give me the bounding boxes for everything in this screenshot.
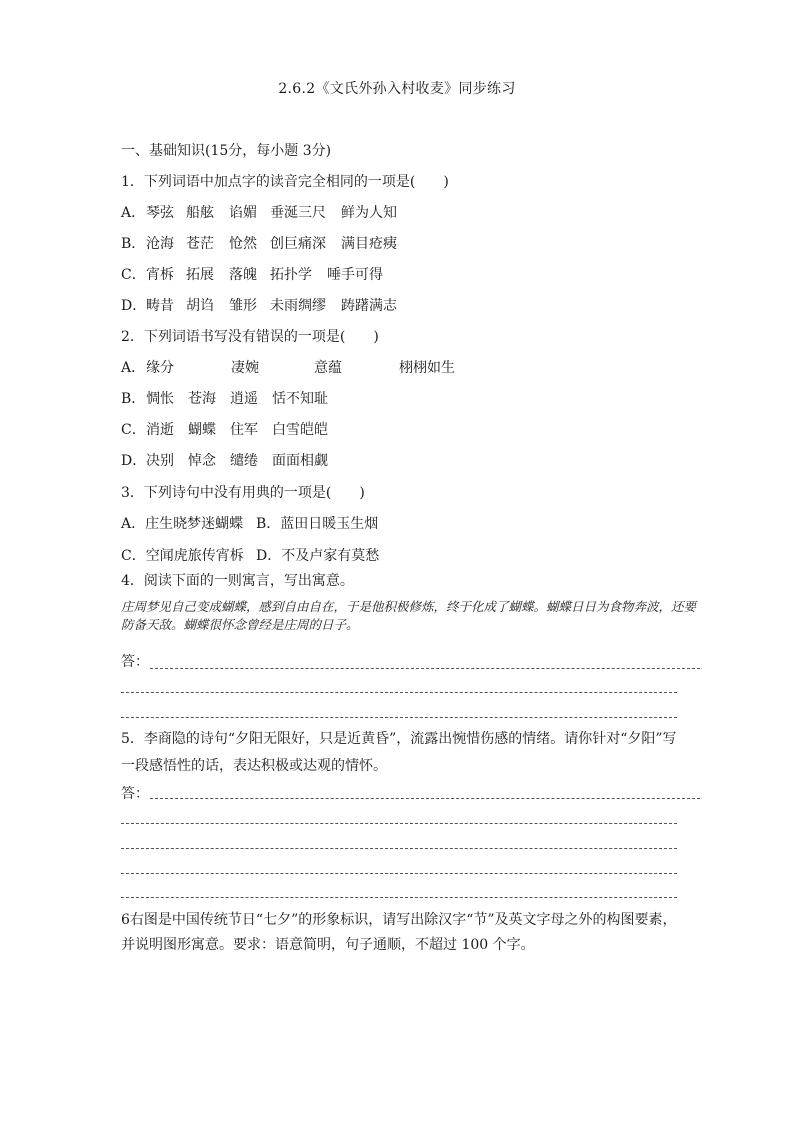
option-word: 畴昔 [146,298,174,314]
option-word: 未雨绸缪 [270,298,326,314]
option-label: C． [121,267,146,283]
option-label: A． [121,360,146,376]
option-label: D． [121,298,147,314]
option-label: D． [121,453,147,469]
question-2-stem: 2．下列词语书写没有错误的一项是( ) [121,329,379,345]
question-6-line-2: 并说明图形寓意。要求：语意简明，句子通顺，不超过 100 个字。 [121,937,535,953]
section-heading: 一、基础知识(15分，每小题 3分) [121,143,332,159]
answer-line[interactable] [121,897,677,898]
option-word: 垂涎三尺 [270,205,326,221]
answer-label: 答： [121,786,149,802]
option-word: 缘分 [146,360,174,376]
option-word: 鲜为人知 [341,205,397,221]
option-word: 消逝 [146,422,174,438]
option-word: 凄婉 [231,360,259,376]
option-word: 恬不知耻 [272,391,328,407]
option-word: 胡诌 [186,298,214,314]
q3-option-c[interactable]: C．空闻虎旅传宵柝 [121,548,244,564]
page-title: 2.6.2《文氏外孙入村收麦》同步练习 [278,81,516,97]
option-word: 住军 [230,422,258,438]
option-word: 琴弦 [146,205,174,221]
option-label: C． [121,422,146,438]
option-label: B． [121,236,146,252]
option-word: 怆然 [229,236,257,252]
answer-line[interactable] [121,717,677,718]
option-label: B． [121,391,146,407]
q3-option-b[interactable]: B．蓝田日暖玉生烟 [256,516,379,532]
option-word: 苍海 [188,391,216,407]
question-4-stem: 4．阅读下面的一则寓言，写出寓意。 [121,573,354,589]
q3-option-a[interactable]: A．庄生晓梦迷蝴蝶 [121,516,244,532]
option-word: 拓展 [186,267,214,283]
question-5-stem-line-1: 5．李商隐的诗句“夕阳无限好，只是近黄昏”，流露出惋惜伤感的情绪。请你针对“夕阳”写 [121,731,677,747]
question-3-stem: 3．下列诗句中没有用典的一项是( ) [121,485,365,501]
option-word: 宵柝 [146,267,174,283]
question-1-stem: 1．下列词语中加点字的读音完全相同的一项是( ) [121,174,449,190]
option-word: 蝴蝶 [188,422,216,438]
option-word: 落魄 [229,267,257,283]
option-label: A． [121,205,146,221]
option-word: 白雪皑皑 [272,422,328,438]
option-word: 谄媚 [229,205,257,221]
answer-line[interactable] [121,823,677,824]
answer-label: 答： [121,654,149,670]
fable-passage: 庄周梦见自己变成蝴蝶，感到自由自在，于是他积极修炼，终于化成了蝴蝶。蝴蝶日日为食物奔波，还要防备天敌。蝴蝶很怀念曾经是庄周的日子。 [121,599,697,632]
q3-option-d[interactable]: D．不及卢家有莫愁 [256,548,380,564]
answer-line[interactable] [121,848,677,849]
answer-line[interactable] [150,798,700,799]
answer-line[interactable] [121,873,677,874]
answer-line[interactable] [121,692,677,693]
question-6-line-1: 6右图是中国传统节日“七夕”的形象标识，请写出除汉字“节”及英文字母之外的构图要素， [121,912,677,928]
option-word: 雏形 [229,298,257,314]
option-word: 创巨痛深 [270,236,326,252]
option-word: 沧海 [146,236,174,252]
option-word: 惆怅 [146,391,174,407]
option-word: 船舷 [186,205,214,221]
option-word: 意蕴 [314,360,342,376]
option-word: 面面相觑 [272,453,328,469]
option-word: 逍遥 [230,391,258,407]
option-word: 悼念 [188,453,216,469]
question-5-stem-line-2: 一段感悟性的话，表达积极或达观的情怀。 [121,758,387,774]
answer-line[interactable] [150,668,700,669]
option-word: 拓扑学 [270,267,312,283]
option-word: 决别 [146,453,174,469]
option-word: 缱绻 [230,453,258,469]
option-word: 踌躇满志 [341,298,397,314]
option-word: 满目疮痍 [341,236,397,252]
option-word: 栩栩如生 [399,360,455,376]
option-word: 苍茫 [186,236,214,252]
option-word: 唾手可得 [327,267,383,283]
